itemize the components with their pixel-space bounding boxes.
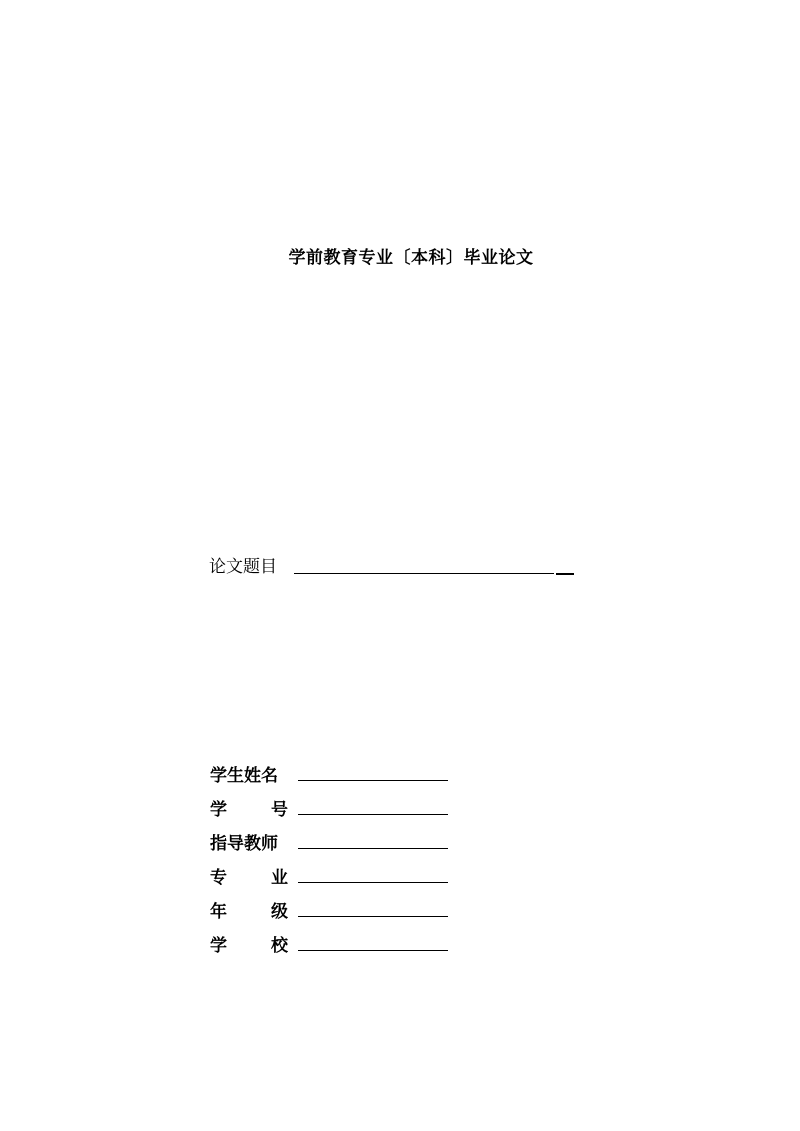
thesis-title-row [209,555,574,577]
info-row-student-name [210,756,448,790]
thesis-title-line-end [556,573,574,575]
info-row-advisor [210,824,448,858]
school-label: 学 校 [210,935,288,956]
thesis-title-label: 论文题目 [209,557,277,577]
major-field[interactable] [298,882,448,883]
page-title: 学前教育专业〔本科〕毕业论文 [288,248,534,268]
grade-label: 年 级 [210,901,288,922]
info-row-major [210,858,448,892]
info-row-school [210,926,448,960]
student-id-field[interactable] [298,814,448,815]
info-row-grade [210,892,448,926]
thesis-title-field[interactable] [294,573,554,574]
grade-field[interactable] [298,916,448,917]
student-id-label: 学 号 [210,799,288,820]
major-label: 专 业 [210,867,288,888]
school-field[interactable] [298,950,448,951]
advisor-field[interactable] [298,848,448,849]
student-name-label: 学生姓名 [210,765,278,786]
info-row-student-id [210,790,448,824]
advisor-label: 指导教师 [210,833,278,854]
student-info-list [210,756,448,960]
student-name-field[interactable] [298,780,448,781]
